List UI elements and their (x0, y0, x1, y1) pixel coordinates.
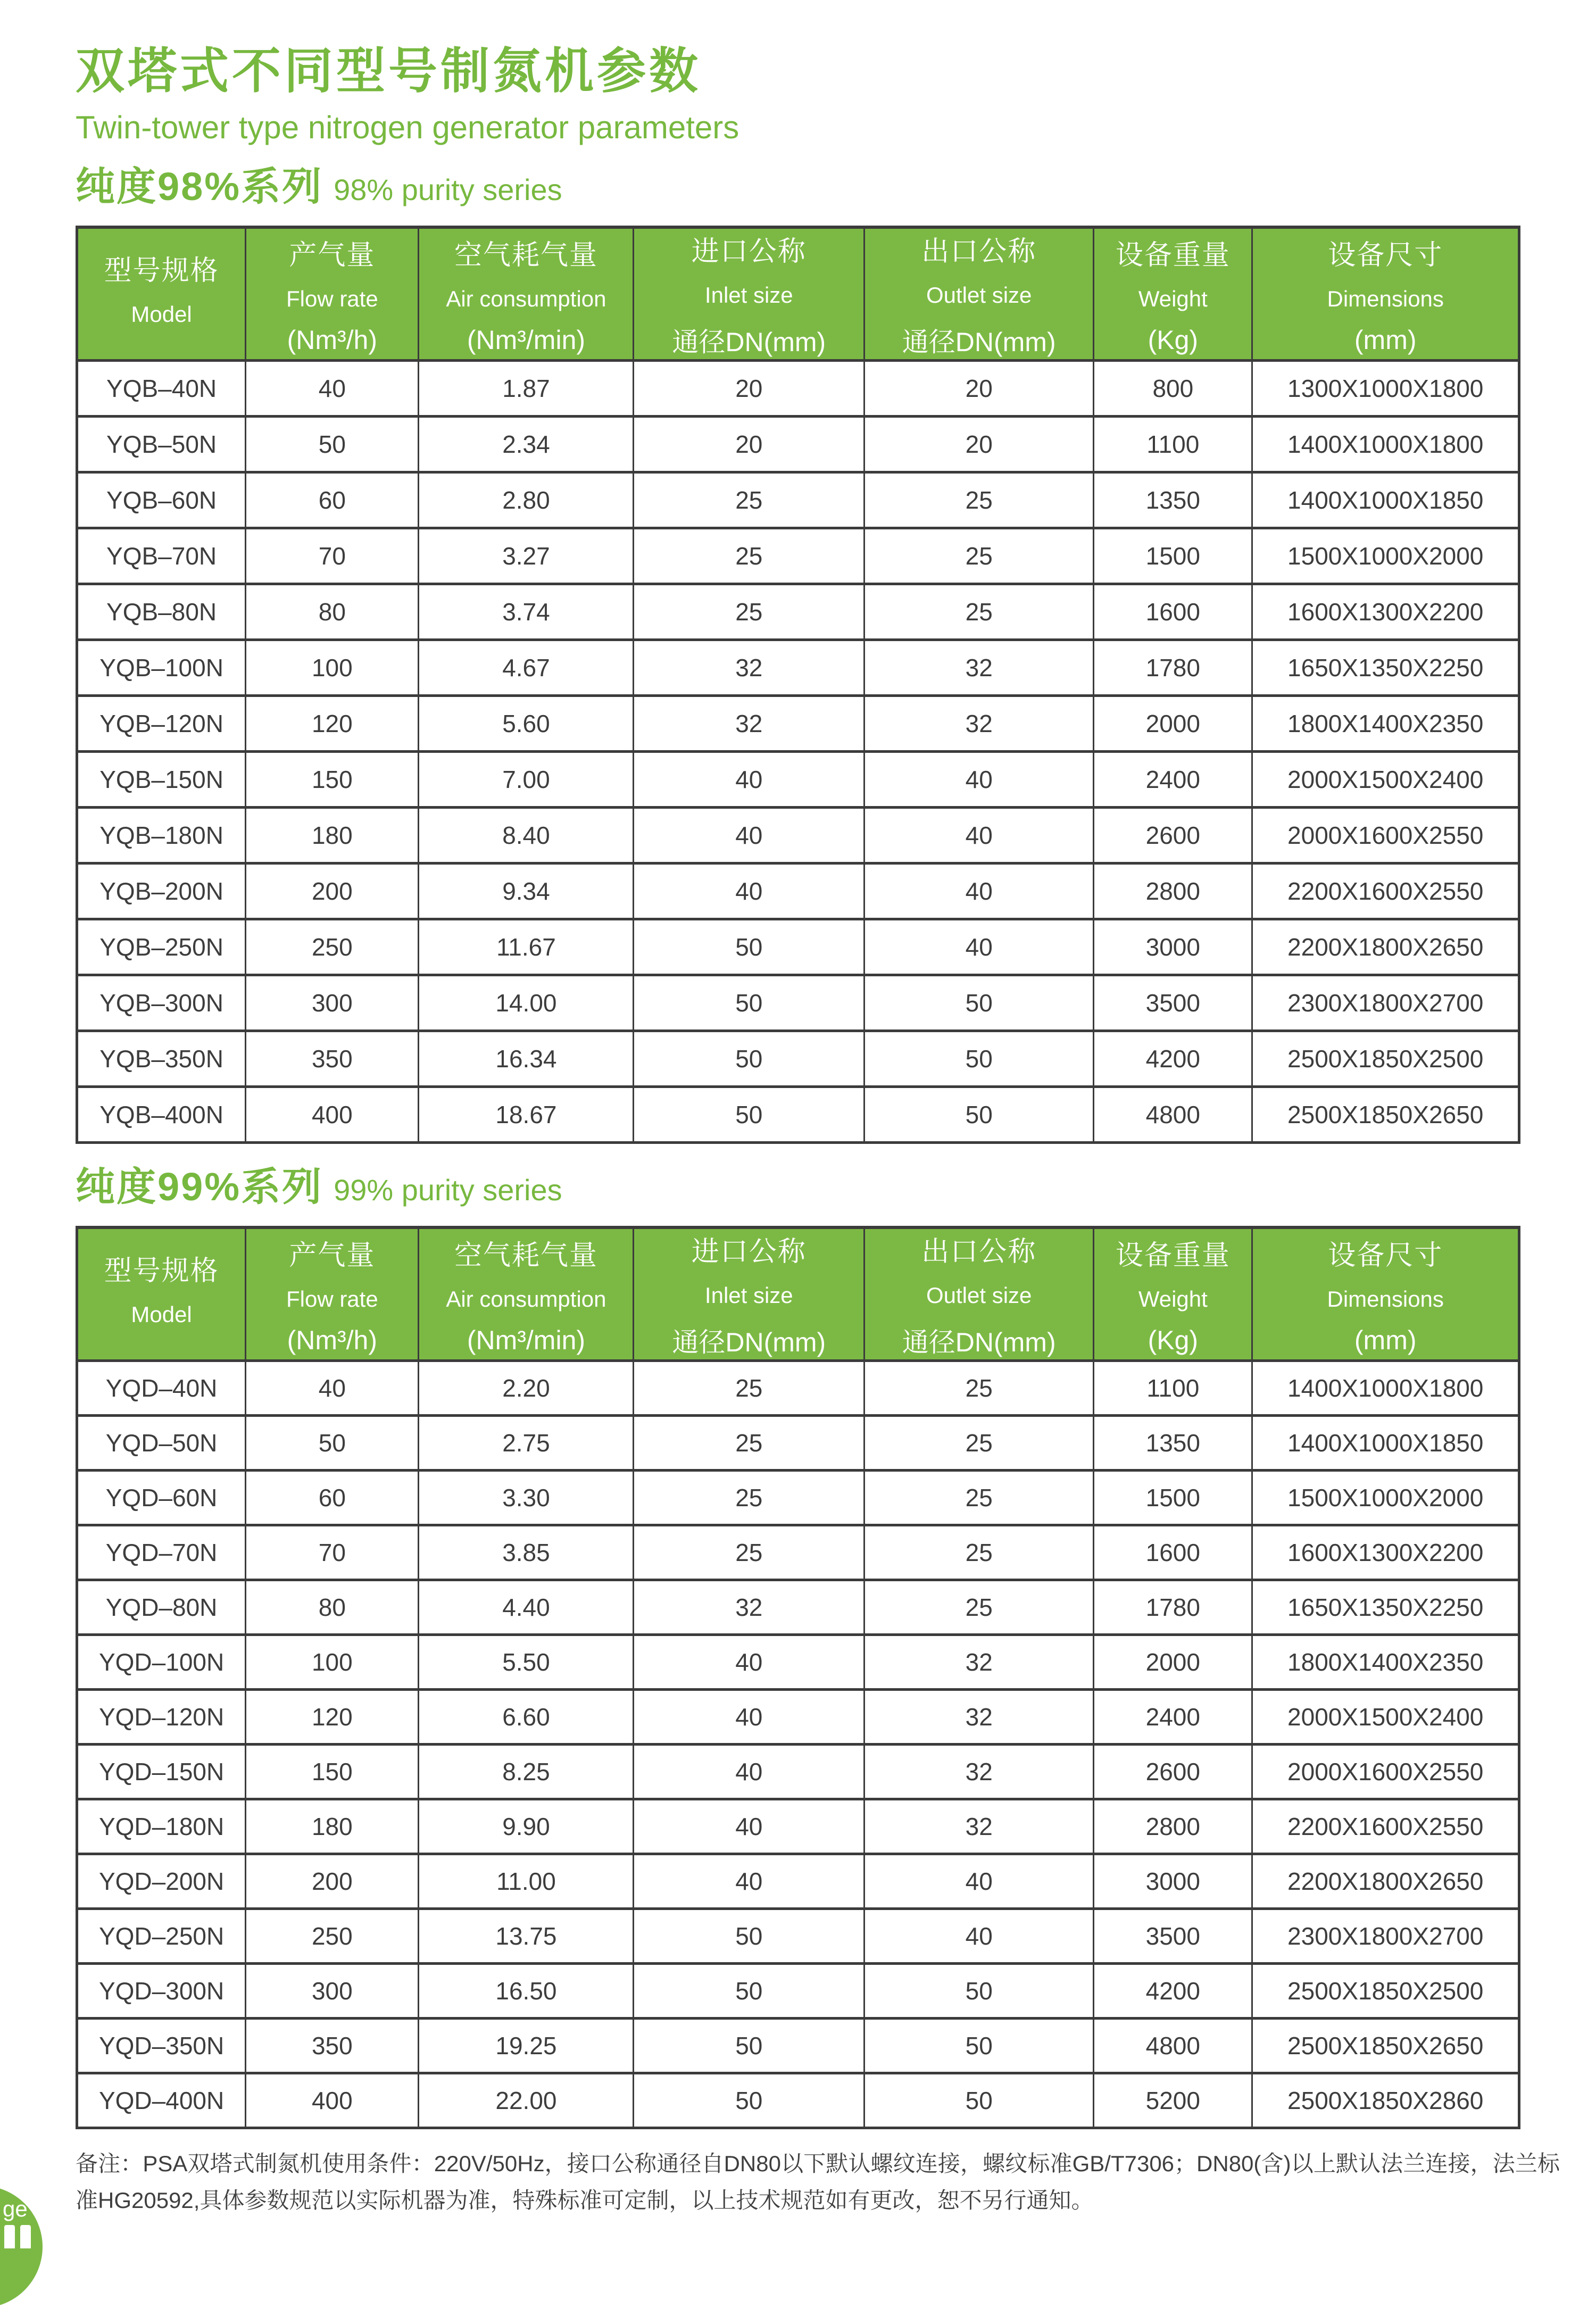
table-row (77, 2019, 1519, 2073)
spec-table-99 (76, 1226, 1520, 2129)
column-header-cn: 进口公称 (691, 1236, 807, 1267)
value-cell: 3.30 (419, 1471, 634, 1525)
model-cell: YQB–40N (77, 361, 246, 417)
model-cell: YQB–80N (77, 584, 246, 640)
column-header (77, 1227, 246, 1361)
header-row (77, 227, 1519, 361)
table-row (77, 1635, 1519, 1690)
column-header-unit: 通径DN(mm) (902, 327, 1056, 357)
value-cell: 60 (246, 1471, 419, 1525)
value-cell: 70 (246, 528, 419, 584)
section-heading-99-cn: 纯度99%系列 (76, 1165, 323, 1209)
value-cell: 25 (634, 528, 864, 584)
value-cell: 40 (864, 919, 1094, 975)
value-cell: 1600 (1094, 1525, 1252, 1580)
value-cell: 18.67 (419, 1087, 634, 1143)
value-cell: 180 (246, 808, 419, 864)
table-row (77, 696, 1519, 752)
value-cell: 50 (246, 417, 419, 472)
value-cell: 1400X1000X1850 (1252, 1416, 1519, 1471)
table-row (77, 1854, 1519, 1909)
value-cell: 100 (246, 1635, 419, 1690)
value-cell: 25 (864, 1580, 1094, 1635)
value-cell: 40 (634, 1635, 864, 1690)
model-cell: YQD–60N (77, 1471, 246, 1525)
column-header-unit: (mm) (1354, 1325, 1417, 1355)
column-header (1094, 227, 1252, 361)
value-cell: 1.87 (419, 361, 634, 417)
column-header (419, 227, 634, 361)
column-header-unit: 通径DN(mm) (672, 1327, 826, 1357)
column-header-en: Inlet size (704, 283, 793, 308)
value-cell: 40 (634, 1854, 864, 1909)
table-row (77, 1964, 1519, 2019)
model-cell: YQB–50N (77, 417, 246, 472)
header-row (77, 1227, 1519, 1361)
value-cell: 40 (864, 808, 1094, 864)
value-cell: 40 (634, 1745, 864, 1799)
value-cell: 1400X1000X1800 (1252, 1361, 1519, 1416)
value-cell: 32 (864, 1799, 1094, 1854)
section-heading-99-en: 99% purity series (334, 1173, 562, 1207)
value-cell: 4.67 (419, 640, 634, 696)
column-header-en: Dimensions (1327, 1286, 1444, 1311)
column-header-en: Air consumption (446, 286, 606, 311)
value-cell: 1500 (1094, 528, 1252, 584)
column-header (634, 227, 864, 361)
model-cell: YQB–100N (77, 640, 246, 696)
value-cell: 5.50 (419, 1635, 634, 1690)
column-header-en: Dimensions (1327, 286, 1444, 311)
value-cell: 3.27 (419, 528, 634, 584)
value-cell: 4800 (1094, 1087, 1252, 1143)
value-cell: 40 (864, 1854, 1094, 1909)
value-cell: 20 (864, 417, 1094, 472)
value-cell: 1400X1000X1800 (1252, 417, 1519, 472)
model-cell: YQB–350N (77, 1031, 246, 1087)
value-cell: 25 (864, 584, 1094, 640)
value-cell: 32 (864, 1690, 1094, 1745)
value-cell: 16.34 (419, 1031, 634, 1087)
value-cell: 2600 (1094, 1745, 1252, 1799)
value-cell: 150 (246, 1745, 419, 1799)
table-row (77, 1361, 1519, 1416)
value-cell: 800 (1094, 361, 1252, 417)
value-cell: 20 (634, 361, 864, 417)
value-cell: 80 (246, 584, 419, 640)
value-cell: 2500X1850X2500 (1252, 1031, 1519, 1087)
value-cell: 1500X1000X2000 (1252, 1471, 1519, 1525)
value-cell: 2.80 (419, 472, 634, 528)
table-row (77, 1525, 1519, 1580)
value-cell: 2200X1600X2550 (1252, 1799, 1519, 1854)
value-cell: 50 (634, 1031, 864, 1087)
value-cell: 19.25 (419, 2019, 634, 2073)
table-row (77, 472, 1519, 528)
table-row (77, 1690, 1519, 1745)
value-cell: 22.00 (419, 2073, 634, 2128)
value-cell: 100 (246, 640, 419, 696)
model-cell: YQD–70N (77, 1525, 246, 1580)
value-cell: 25 (634, 1416, 864, 1471)
value-cell: 2300X1800X2700 (1252, 975, 1519, 1031)
table-row (77, 1909, 1519, 1964)
value-cell: 1300X1000X1800 (1252, 361, 1519, 417)
value-cell: 40 (634, 1690, 864, 1745)
table-row (77, 1745, 1519, 1799)
column-header (246, 227, 419, 361)
table-row (77, 808, 1519, 864)
value-cell: 40 (864, 1909, 1094, 1964)
value-cell: 50 (864, 1031, 1094, 1087)
model-cell: YQB–120N (77, 696, 246, 752)
value-cell: 25 (864, 1416, 1094, 1471)
value-cell: 2200X1800X2650 (1252, 919, 1519, 975)
value-cell: 50 (246, 1416, 419, 1471)
value-cell: 40 (864, 752, 1094, 808)
column-header-unit: (Kg) (1148, 1325, 1199, 1355)
value-cell: 25 (864, 1471, 1094, 1525)
value-cell: 120 (246, 696, 419, 752)
column-header-en: Weight (1138, 286, 1208, 311)
page-badge-label: ge (3, 2196, 28, 2221)
page-number-partial (4, 2225, 15, 2248)
column-header-en: Outlet size (926, 283, 1032, 308)
value-cell: 50 (864, 1087, 1094, 1143)
value-cell: 200 (246, 864, 419, 919)
value-cell: 2800 (1094, 1799, 1252, 1854)
value-cell: 32 (864, 1635, 1094, 1690)
value-cell: 50 (634, 2019, 864, 2073)
value-cell: 50 (864, 1964, 1094, 2019)
column-header-unit: 通径DN(mm) (902, 1327, 1056, 1357)
value-cell: 2400 (1094, 1690, 1252, 1745)
page-subtitle: Twin-tower type nitrogen generator parameters (76, 110, 739, 145)
value-cell: 2000X1600X2550 (1252, 808, 1519, 864)
value-cell: 1600X1300X2200 (1252, 1525, 1519, 1580)
value-cell: 2500X1850X2860 (1252, 2073, 1519, 2128)
value-cell: 300 (246, 1964, 419, 2019)
value-cell: 3000 (1094, 919, 1252, 975)
section-heading-98 (76, 164, 1520, 209)
value-cell: 25 (864, 472, 1094, 528)
value-cell: 350 (246, 1031, 419, 1087)
model-cell: YQD–200N (77, 1854, 246, 1909)
model-cell: YQD–300N (77, 1964, 246, 2019)
value-cell: 40 (634, 1799, 864, 1854)
value-cell: 40 (864, 864, 1094, 919)
value-cell: 40 (634, 808, 864, 864)
value-cell: 1650X1350X2250 (1252, 1580, 1519, 1635)
model-cell: YQD–400N (77, 2073, 246, 2128)
table-row (77, 2073, 1519, 2128)
column-header-en: Model (131, 1302, 192, 1327)
value-cell: 2000 (1094, 1635, 1252, 1690)
value-cell: 3000 (1094, 1854, 1252, 1909)
table-row (77, 752, 1519, 808)
value-cell: 25 (634, 584, 864, 640)
value-cell: 2800 (1094, 864, 1252, 919)
column-header-en: Air consumption (446, 1286, 606, 1311)
value-cell: 2000X1500X2400 (1252, 1690, 1519, 1745)
column-header-cn: 空气耗气量 (454, 240, 598, 271)
model-cell: YQD–350N (77, 2019, 246, 2073)
column-header-en: Inlet size (704, 1283, 793, 1308)
value-cell: 1780 (1094, 1580, 1252, 1635)
value-cell: 2.75 (419, 1416, 634, 1471)
value-cell: 250 (246, 919, 419, 975)
value-cell: 1400X1000X1850 (1252, 472, 1519, 528)
value-cell: 5.60 (419, 696, 634, 752)
value-cell: 50 (634, 1087, 864, 1143)
page-number-partial (20, 2225, 31, 2248)
value-cell: 50 (634, 1909, 864, 1964)
value-cell: 1650X1350X2250 (1252, 640, 1519, 696)
column-header (864, 1227, 1094, 1361)
column-header-cn: 产气量 (289, 240, 376, 271)
footer-note: 备注：PSA双塔式制氮机使用条件：220V/50Hz，接口公称通径自DN80以下默认螺纹连接，螺纹标准GB/T7306；DN80(含)以上默认法兰连接，法兰标准HG20592,具体参数规范以实际机器为准，特殊标准可定制，以上技术规范如有更改，恕不另行通知。 (76, 2151, 1560, 2213)
column-header-cn: 设备尺寸 (1328, 1240, 1443, 1271)
value-cell: 40 (246, 1361, 419, 1416)
value-cell: 2200X1800X2650 (1252, 1854, 1519, 1909)
model-cell: YQD–40N (77, 1361, 246, 1416)
column-header-unit: (Kg) (1148, 325, 1199, 355)
value-cell: 1780 (1094, 640, 1252, 696)
value-cell: 8.40 (419, 808, 634, 864)
column-header-en: Model (131, 302, 192, 327)
value-cell: 4800 (1094, 2019, 1252, 2073)
value-cell: 4200 (1094, 1031, 1252, 1087)
value-cell: 300 (246, 975, 419, 1031)
value-cell: 8.25 (419, 1745, 634, 1799)
value-cell: 25 (634, 1525, 864, 1580)
model-cell: YQD–150N (77, 1745, 246, 1799)
value-cell: 3500 (1094, 975, 1252, 1031)
value-cell: 180 (246, 1799, 419, 1854)
column-header-en: Outlet size (926, 1283, 1032, 1308)
model-cell: YQD–120N (77, 1690, 246, 1745)
value-cell: 25 (864, 1525, 1094, 1580)
value-cell: 50 (634, 975, 864, 1031)
model-cell: YQD–100N (77, 1635, 246, 1690)
model-cell: YQD–50N (77, 1416, 246, 1471)
value-cell: 32 (864, 640, 1094, 696)
value-cell: 2500X1850X2650 (1252, 1087, 1519, 1143)
value-cell: 11.00 (419, 1854, 634, 1909)
page-title: 双塔式不同型号制氮机参数 (76, 44, 702, 98)
table-row (77, 864, 1519, 919)
value-cell: 25 (864, 1361, 1094, 1416)
value-cell: 32 (634, 640, 864, 696)
table-row (77, 1471, 1519, 1525)
table-row (77, 640, 1519, 696)
value-cell: 25 (634, 1471, 864, 1525)
table-row (77, 361, 1519, 417)
table-row (77, 417, 1519, 472)
column-header (634, 1227, 864, 1361)
value-cell: 2400 (1094, 752, 1252, 808)
value-cell: 25 (864, 528, 1094, 584)
model-cell: YQB–60N (77, 472, 246, 528)
column-header-cn: 型号规格 (104, 1256, 219, 1286)
value-cell: 9.90 (419, 1799, 634, 1854)
value-cell: 2200X1600X2550 (1252, 864, 1519, 919)
value-cell: 25 (634, 472, 864, 528)
model-cell: YQD–250N (77, 1909, 246, 1964)
column-header (419, 1227, 634, 1361)
value-cell: 50 (634, 2073, 864, 2128)
table-row (77, 1087, 1519, 1143)
value-cell: 32 (634, 696, 864, 752)
column-header-cn: 产气量 (289, 1240, 376, 1271)
value-cell: 1100 (1094, 1361, 1252, 1416)
column-header-cn: 设备重量 (1115, 240, 1231, 271)
value-cell: 4.40 (419, 1580, 634, 1635)
column-header-unit: 通径DN(mm) (672, 327, 826, 357)
table-row (77, 528, 1519, 584)
model-cell: YQD–80N (77, 1580, 246, 1635)
value-cell: 400 (246, 2073, 419, 2128)
value-cell: 20 (634, 417, 864, 472)
column-header-en: Flow rate (286, 1286, 378, 1311)
table-row (77, 1031, 1519, 1087)
model-cell: YQB–150N (77, 752, 246, 808)
value-cell: 40 (634, 864, 864, 919)
model-cell: YQB–180N (77, 808, 246, 864)
value-cell: 3.85 (419, 1525, 634, 1580)
page-number-badge (0, 2186, 43, 2308)
value-cell: 50 (864, 2073, 1094, 2128)
column-header-unit: (Nm³/min) (467, 1325, 586, 1355)
value-cell: 150 (246, 752, 419, 808)
value-cell: 1800X1400X2350 (1252, 696, 1519, 752)
table-row (77, 1580, 1519, 1635)
column-header-cn: 设备尺寸 (1328, 240, 1443, 271)
value-cell: 50 (634, 919, 864, 975)
value-cell: 2300X1800X2700 (1252, 1909, 1519, 1964)
value-cell: 6.60 (419, 1690, 634, 1745)
value-cell: 1100 (1094, 417, 1252, 472)
value-cell: 4200 (1094, 1964, 1252, 2019)
model-cell: YQB–400N (77, 1087, 246, 1143)
model-cell: YQB–250N (77, 919, 246, 975)
value-cell: 25 (634, 1361, 864, 1416)
model-cell: YQB–300N (77, 975, 246, 1031)
column-header (77, 227, 246, 361)
table-row (77, 975, 1519, 1031)
value-cell: 1350 (1094, 472, 1252, 528)
value-cell: 50 (634, 1964, 864, 2019)
value-cell: 32 (634, 1580, 864, 1635)
value-cell: 14.00 (419, 975, 634, 1031)
value-cell: 40 (634, 752, 864, 808)
value-cell: 2600 (1094, 808, 1252, 864)
value-cell: 200 (246, 1854, 419, 1909)
value-cell: 50 (864, 2019, 1094, 2073)
value-cell: 3.74 (419, 584, 634, 640)
value-cell: 9.34 (419, 864, 634, 919)
table-row (77, 1799, 1519, 1854)
value-cell: 20 (864, 361, 1094, 417)
value-cell: 2500X1850X2500 (1252, 1964, 1519, 2019)
model-cell: YQB–200N (77, 864, 246, 919)
value-cell: 2500X1850X2650 (1252, 2019, 1519, 2073)
value-cell: 16.50 (419, 1964, 634, 2019)
column-header-cn: 设备重量 (1115, 1240, 1231, 1271)
value-cell: 2000 (1094, 696, 1252, 752)
section-heading-98-cn: 纯度98%系列 (76, 164, 323, 209)
column-header-en: Flow rate (286, 286, 378, 311)
column-header (1094, 1227, 1252, 1361)
value-cell: 400 (246, 1087, 419, 1143)
value-cell: 2000X1500X2400 (1252, 752, 1519, 808)
column-header-unit: (Nm³/h) (287, 325, 378, 355)
value-cell: 1500X1000X2000 (1252, 528, 1519, 584)
column-header-unit: (mm) (1354, 325, 1417, 355)
value-cell: 2.20 (419, 1361, 634, 1416)
column-header (1252, 1227, 1519, 1361)
value-cell: 5200 (1094, 2073, 1252, 2128)
value-cell: 2000X1600X2550 (1252, 1745, 1519, 1799)
column-header (246, 1227, 419, 1361)
section-heading-98-en: 98% purity series (334, 173, 562, 206)
column-header-cn: 空气耗气量 (454, 1240, 598, 1271)
spec-table-98 (76, 226, 1520, 1144)
table-row (77, 584, 1519, 640)
section-heading-99 (76, 1167, 1520, 1207)
column-header-unit: (Nm³/min) (467, 325, 586, 355)
column-header (864, 227, 1094, 361)
value-cell: 1350 (1094, 1416, 1252, 1471)
column-header-cn: 进口公称 (691, 236, 807, 267)
catalog-page (76, 44, 1560, 2219)
value-cell: 40 (246, 361, 419, 417)
column-header (1252, 227, 1519, 361)
value-cell: 13.75 (419, 1909, 634, 1964)
column-header-cn: 出口公称 (921, 236, 1037, 267)
value-cell: 1800X1400X2350 (1252, 1635, 1519, 1690)
value-cell: 1600 (1094, 584, 1252, 640)
value-cell: 120 (246, 1690, 419, 1745)
value-cell: 3500 (1094, 1909, 1252, 1964)
value-cell: 80 (246, 1580, 419, 1635)
value-cell: 1500 (1094, 1471, 1252, 1525)
value-cell: 350 (246, 2019, 419, 2073)
value-cell: 11.67 (419, 919, 634, 975)
value-cell: 70 (246, 1525, 419, 1580)
value-cell: 50 (864, 975, 1094, 1031)
column-header-unit: (Nm³/h) (287, 1325, 378, 1355)
column-header-en: Weight (1138, 1286, 1208, 1311)
value-cell: 2.34 (419, 417, 634, 472)
value-cell: 250 (246, 1909, 419, 1964)
table-row (77, 1416, 1519, 1471)
value-cell: 32 (864, 1745, 1094, 1799)
model-cell: YQB–70N (77, 528, 246, 584)
table-row (77, 919, 1519, 975)
column-header-cn: 出口公称 (921, 1236, 1037, 1267)
value-cell: 7.00 (419, 752, 634, 808)
model-cell: YQD–180N (77, 1799, 246, 1854)
column-header-cn: 型号规格 (104, 255, 219, 286)
value-cell: 32 (864, 696, 1094, 752)
value-cell: 60 (246, 472, 419, 528)
value-cell: 1600X1300X2200 (1252, 584, 1519, 640)
